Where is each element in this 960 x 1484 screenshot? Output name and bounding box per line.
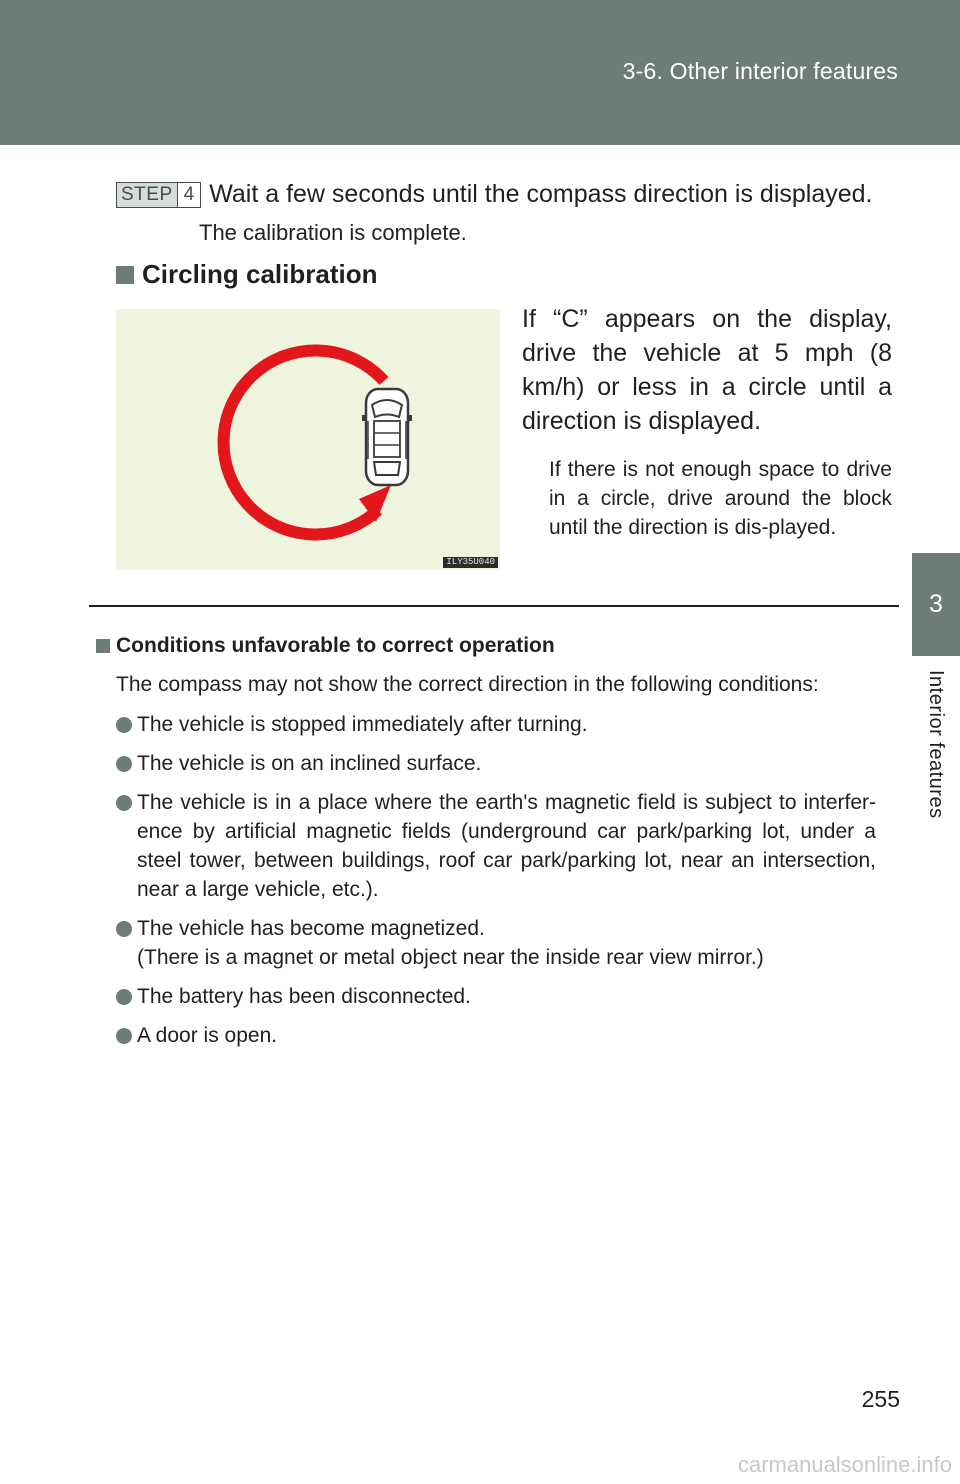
list-item-text: The vehicle is in a place where the earth's magnetic field is subject to interfer-ence by artificial magnetic fields (underground car park/parking lot, under a steel tower, between buildings, roof car park/parking lot, near an intersection, near a large vehicle, etc.).: [137, 791, 876, 901]
section-divider: [89, 605, 899, 607]
step-note: The calibration is complete.: [199, 220, 467, 245]
step-badge-number: 4: [177, 183, 201, 207]
list-item: [116, 710, 876, 739]
step-row: [116, 180, 872, 209]
chapter-tab: [912, 553, 960, 656]
list-item-text: A door is open.: [137, 1024, 278, 1047]
square-bullet-icon: [116, 266, 134, 284]
list-item: [116, 788, 876, 904]
list-item-text: The vehicle has become magnetized. (There is a magnet or metal object near the inside rear view mirror.): [137, 917, 764, 969]
page-header: [0, 0, 960, 145]
bullet-dot-icon: [116, 717, 132, 733]
step-text: Wait a few seconds until the compass direction is displayed.: [209, 180, 873, 208]
circling-illustration: [116, 309, 500, 570]
car-top-view-icon: [362, 389, 412, 485]
bullet-dot-icon: [116, 756, 132, 772]
conditions-heading-text: Conditions unfavorable to correct operation: [116, 634, 555, 657]
circling-heading-text: Circling calibration: [142, 259, 378, 289]
bullet-dot-icon: [116, 1028, 132, 1044]
chapter-number: 3: [929, 590, 943, 618]
list-item-text: The battery has been disconnected.: [137, 985, 471, 1008]
list-item: [116, 982, 876, 1011]
circling-instruction: If “C” appears on the display, drive the vehicle at 5 mph (8 km/h) or less in a circle until a direction is displayed.: [522, 305, 892, 435]
page-number: 255: [861, 1386, 900, 1412]
list-item-text: The vehicle is stopped immediately after turning.: [137, 713, 588, 736]
step-badge-word: STEP: [121, 183, 173, 205]
conditions-intro: The compass may not show the correct direction in the following conditions:: [116, 673, 819, 696]
bullet-dot-icon: [116, 921, 132, 937]
step-badge: [116, 182, 201, 208]
list-item: [116, 914, 876, 972]
circle-arrow-diagram: [116, 309, 500, 570]
square-bullet-icon: [96, 639, 110, 653]
circling-alternative: If there is not enough space to drive in a circle, drive around the block until the direction is dis-played.: [549, 458, 892, 539]
bullet-dot-icon: [116, 795, 132, 811]
section-title: 3-6. Other interior features: [622, 58, 898, 84]
list-item-text: The vehicle is on an inclined surface.: [137, 752, 482, 775]
conditions-list: [116, 710, 876, 1060]
list-item: [116, 749, 876, 778]
list-item: [116, 1021, 876, 1050]
bullet-dot-icon: [116, 989, 132, 1005]
figure-code: ILY35U040: [443, 557, 498, 568]
circling-heading: [116, 259, 378, 290]
watermark: carmanualsonline.info: [737, 1452, 952, 1477]
circle-path-arrow: [224, 350, 384, 534]
chapter-label: Interior features: [925, 670, 947, 819]
conditions-heading: [96, 634, 555, 658]
